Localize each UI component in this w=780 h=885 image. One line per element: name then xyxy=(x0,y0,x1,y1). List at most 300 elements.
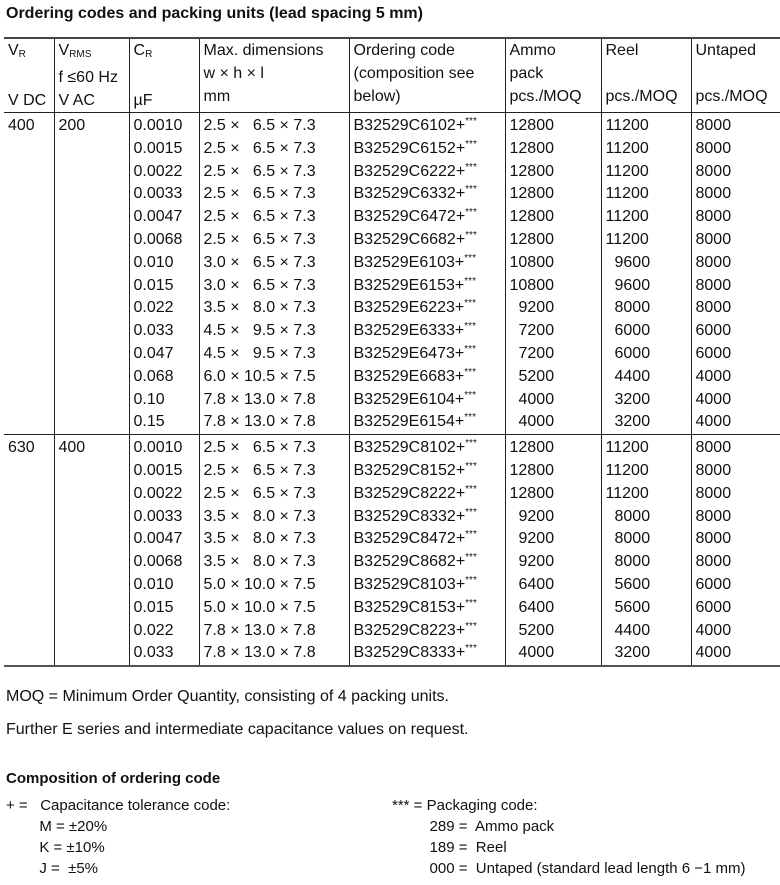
cell-cr: 0.0047 xyxy=(129,528,199,551)
header-sub: R xyxy=(145,49,153,60)
header-text: V xyxy=(8,42,19,59)
cell-ammo: 9200 xyxy=(505,506,601,529)
cell-ammo: 5200 xyxy=(505,366,601,389)
packaging-suffix: *** xyxy=(465,620,477,632)
header-text: Ammo xyxy=(509,42,556,59)
cell-ordering-code xyxy=(349,460,505,483)
packaging-suffix: *** xyxy=(464,275,476,287)
ordering-code: B32529C6682+ xyxy=(353,230,466,248)
header-text: below) xyxy=(353,88,401,105)
cell-dimensions: 2.5 × 6.5 × 7.3 xyxy=(199,435,349,460)
cell-ammo: 12800 xyxy=(505,161,601,184)
cell-untaped: 4000 xyxy=(691,411,780,434)
cell-reel: 11200 xyxy=(601,483,691,506)
cell-vrms xyxy=(54,411,129,434)
cell-vr xyxy=(4,366,54,389)
cell-untaped: 8000 xyxy=(691,275,780,298)
cell-untaped: 8000 xyxy=(691,161,780,184)
cell-dimensions: 4.5 × 9.5 × 7.3 xyxy=(199,320,349,343)
cell-untaped: 6000 xyxy=(691,320,780,343)
cell-ordering-code xyxy=(349,206,505,229)
cell-untaped: 6000 xyxy=(691,343,780,366)
cell-vr xyxy=(4,343,54,366)
packaging-suffix: *** xyxy=(465,460,477,472)
cell-dimensions: 3.0 × 6.5 × 7.3 xyxy=(199,275,349,298)
cell-reel: 11200 xyxy=(601,206,691,229)
cell-ammo: 12800 xyxy=(505,113,601,138)
cell-untaped: 8000 xyxy=(691,252,780,275)
note-moq: MOQ = Minimum Order Quantity, consisting of 4 packing units. xyxy=(6,688,449,705)
cell-reel: 8000 xyxy=(601,297,691,320)
cell-vrms xyxy=(54,366,129,389)
composition-title: Composition of ordering code xyxy=(6,770,221,787)
packaging-codes xyxy=(392,795,746,879)
cell-ordering-code xyxy=(349,411,505,434)
cell-untaped: 8000 xyxy=(691,138,780,161)
cell-ammo: 6400 xyxy=(505,574,601,597)
cell-ammo: 4000 xyxy=(505,642,601,666)
cell-vr xyxy=(4,297,54,320)
table-row xyxy=(4,161,780,184)
cell-dimensions: 2.5 × 6.5 × 7.3 xyxy=(199,113,349,138)
ordering-code: B32529C8103+ xyxy=(353,575,466,593)
table-row xyxy=(4,597,780,620)
cell-vrms xyxy=(54,483,129,506)
header-sub: RMS xyxy=(69,49,92,60)
cell-untaped: 4000 xyxy=(691,620,780,643)
header-sub: R xyxy=(18,49,26,60)
cell-vr xyxy=(4,183,54,206)
cell-vr xyxy=(4,206,54,229)
packaging-suffix: *** xyxy=(464,343,476,355)
cell-vr xyxy=(4,275,54,298)
cell-ammo: 10800 xyxy=(505,275,601,298)
cell-ordering-code xyxy=(349,642,505,666)
cell-vrms xyxy=(54,183,129,206)
cell-reel: 3200 xyxy=(601,642,691,666)
ordering-code: B32529C6332+ xyxy=(353,185,466,203)
cell-reel: 8000 xyxy=(601,528,691,551)
ordering-code: B32529C6152+ xyxy=(353,139,466,157)
cell-ordering-code xyxy=(349,275,505,298)
cell-vrms xyxy=(54,297,129,320)
cell-cr: 0.047 xyxy=(129,343,199,366)
cell-cr: 0.068 xyxy=(129,366,199,389)
cell-reel: 5600 xyxy=(601,597,691,620)
cell-ammo: 12800 xyxy=(505,138,601,161)
table-row xyxy=(4,206,780,229)
cell-reel: 6000 xyxy=(601,320,691,343)
cell-cr: 0.033 xyxy=(129,642,199,666)
cell-reel: 6000 xyxy=(601,343,691,366)
cell-vr xyxy=(4,460,54,483)
cell-vr: 630 xyxy=(8,439,35,457)
cell-untaped: 8000 xyxy=(691,113,780,138)
packaging-suffix: *** xyxy=(465,643,477,655)
cell-ordering-code xyxy=(349,551,505,574)
cell-reel: 4400 xyxy=(601,620,691,643)
cell-vrms xyxy=(54,528,129,551)
cell-ammo: 9200 xyxy=(505,528,601,551)
cell-vr xyxy=(4,574,54,597)
cell-dimensions: 2.5 × 6.5 × 7.3 xyxy=(199,161,349,184)
packaging-suffix: *** xyxy=(464,321,476,333)
cell-dimensions: 4.5 × 9.5 × 7.3 xyxy=(199,343,349,366)
cell-vrms xyxy=(54,206,129,229)
cell-cr: 0.0022 xyxy=(129,161,199,184)
cell-dimensions: 2.5 × 6.5 × 7.3 xyxy=(199,460,349,483)
cell-cr: 0.15 xyxy=(129,411,199,434)
cell-ordering-code xyxy=(349,528,505,551)
cell-vr xyxy=(4,597,54,620)
packaging-suffix: *** xyxy=(465,438,477,450)
header-vr xyxy=(4,38,54,113)
cell-untaped: 6000 xyxy=(691,597,780,620)
header-unit: pcs./MOQ xyxy=(695,88,768,105)
cell-dimensions: 7.8 × 13.0 × 7.8 xyxy=(199,389,349,412)
cell-vr xyxy=(4,138,54,161)
cell-ammo: 12800 xyxy=(505,435,601,460)
packaging-suffix: *** xyxy=(465,574,477,586)
cell-reel: 9600 xyxy=(601,252,691,275)
header-text: pack xyxy=(509,65,544,82)
packaging-suffix: *** xyxy=(464,366,476,378)
cell-untaped: 4000 xyxy=(691,642,780,666)
cell-untaped: 8000 xyxy=(691,528,780,551)
cell-cr: 0.0015 xyxy=(129,138,199,161)
packaging-item: 189 = Reel xyxy=(392,839,507,856)
header-unit: µF xyxy=(133,92,153,109)
cell-ammo: 7200 xyxy=(505,343,601,366)
ordering-code: B32529C8223+ xyxy=(353,621,466,639)
header-text: f ≤60 Hz xyxy=(58,69,118,86)
ordering-code: B32529E6223+ xyxy=(353,299,465,317)
cell-vr xyxy=(4,483,54,506)
cell-vr xyxy=(4,320,54,343)
ordering-code: B32529E6153+ xyxy=(353,276,465,294)
cell-vr xyxy=(4,411,54,434)
cell-ammo: 12800 xyxy=(505,483,601,506)
cell-vrms xyxy=(54,252,129,275)
packaging-suffix: *** xyxy=(465,552,477,564)
cell-ordering-code xyxy=(349,597,505,620)
packaging-suffix: *** xyxy=(465,483,477,495)
cell-vrms xyxy=(54,597,129,620)
table-row xyxy=(4,138,780,161)
cell-untaped: 8000 xyxy=(691,551,780,574)
packaging-suffix: *** xyxy=(465,506,477,518)
cell-ammo: 12800 xyxy=(505,183,601,206)
header-text: C xyxy=(133,42,146,59)
ordering-code: B32529C8472+ xyxy=(353,530,466,548)
ordering-code: B32529C8102+ xyxy=(353,439,466,457)
header-text: Ordering code xyxy=(353,42,455,59)
cell-vr xyxy=(4,506,54,529)
ordering-code: B32529E6683+ xyxy=(353,367,465,385)
cell-cr: 0.10 xyxy=(129,389,199,412)
cell-ordering-code xyxy=(349,183,505,206)
table-row xyxy=(4,642,780,666)
cell-cr: 0.022 xyxy=(129,620,199,643)
cell-cr: 0.0010 xyxy=(129,113,199,138)
cell-vr xyxy=(4,389,54,412)
cell-cr: 0.015 xyxy=(129,275,199,298)
header-dimensions xyxy=(199,38,349,113)
table-row xyxy=(4,435,780,460)
cell-dimensions: 6.0 × 10.5 × 7.5 xyxy=(199,366,349,389)
packaging-suffix: *** xyxy=(465,207,477,219)
packaging-suffix: *** xyxy=(465,116,477,127)
table-row xyxy=(4,297,780,320)
cell-dimensions: 2.5 × 6.5 × 7.3 xyxy=(199,206,349,229)
cell-cr: 0.0033 xyxy=(129,506,199,529)
packaging-suffix: *** xyxy=(464,389,476,401)
cell-dimensions: 5.0 × 10.0 × 7.5 xyxy=(199,574,349,597)
cell-vr xyxy=(4,528,54,551)
cell-ordering-code xyxy=(349,389,505,412)
tolerance-item: M = ±20% xyxy=(6,818,108,835)
cell-ordering-code xyxy=(349,483,505,506)
header-vrms xyxy=(54,38,129,113)
table-row xyxy=(4,620,780,643)
cell-ordering-code xyxy=(349,138,505,161)
cell-cr: 0.0047 xyxy=(129,206,199,229)
cell-untaped: 8000 xyxy=(691,229,780,252)
cell-ammo: 9200 xyxy=(505,297,601,320)
cell-vrms xyxy=(54,642,129,666)
cell-untaped: 8000 xyxy=(691,297,780,320)
cell-vrms xyxy=(54,620,129,643)
table-header xyxy=(4,38,780,113)
cell-dimensions: 2.5 × 6.5 × 7.3 xyxy=(199,138,349,161)
cell-reel: 11200 xyxy=(601,460,691,483)
cell-ordering-code xyxy=(349,229,505,252)
packaging-suffix: *** xyxy=(465,597,477,609)
cell-cr: 0.0022 xyxy=(129,483,199,506)
ordering-code: B32529C8152+ xyxy=(353,461,466,479)
header-unit: pcs./MOQ xyxy=(605,88,678,105)
header-text: Reel xyxy=(605,42,639,59)
cell-cr: 0.033 xyxy=(129,320,199,343)
packaging-suffix: *** xyxy=(465,529,477,541)
packaging-suffix: *** xyxy=(464,252,476,264)
cell-ordering-code xyxy=(349,620,505,643)
cell-ordering-code xyxy=(349,506,505,529)
cell-ammo: 12800 xyxy=(505,229,601,252)
cell-reel: 11200 xyxy=(601,229,691,252)
table-row xyxy=(4,343,780,366)
cell-vrms xyxy=(54,275,129,298)
ordering-code: B32529C8682+ xyxy=(353,553,466,571)
table-row xyxy=(4,113,780,138)
header-text: Max. dimensions xyxy=(203,42,324,59)
cell-reel: 8000 xyxy=(601,506,691,529)
cell-vrms xyxy=(54,138,129,161)
tolerance-item: K = ±10% xyxy=(6,839,105,856)
cell-vr xyxy=(4,551,54,574)
cell-ammo: 7200 xyxy=(505,320,601,343)
table-row xyxy=(4,506,780,529)
cell-reel: 11200 xyxy=(601,183,691,206)
cell-untaped: 4000 xyxy=(691,389,780,412)
cell-reel: 11200 xyxy=(601,161,691,184)
ordering-code: B32529C8222+ xyxy=(353,484,466,502)
cell-vrms xyxy=(54,389,129,412)
header-text: Untaped xyxy=(695,42,756,59)
cell-dimensions: 3.0 × 6.5 × 7.3 xyxy=(199,252,349,275)
cell-vr xyxy=(4,620,54,643)
page-title: Ordering codes and packing units (lead spacing 5 mm) xyxy=(6,5,423,22)
cell-vrms xyxy=(54,574,129,597)
cell-ordering-code xyxy=(349,435,505,460)
cell-reel: 11200 xyxy=(601,138,691,161)
cell-reel: 11200 xyxy=(601,113,691,138)
cell-ordering-code xyxy=(349,366,505,389)
packaging-suffix: *** xyxy=(465,184,477,196)
cell-dimensions: 2.5 × 6.5 × 7.3 xyxy=(199,229,349,252)
cell-cr: 0.0015 xyxy=(129,460,199,483)
header-ammo xyxy=(505,38,601,113)
cell-untaped: 8000 xyxy=(691,483,780,506)
packaging-suffix: *** xyxy=(465,229,477,241)
cell-vrms xyxy=(54,229,129,252)
header-text: w × h × l xyxy=(203,65,264,82)
table-row xyxy=(4,551,780,574)
cell-ordering-code xyxy=(349,297,505,320)
table-row xyxy=(4,411,780,434)
cell-dimensions: 3.5 × 8.0 × 7.3 xyxy=(199,297,349,320)
table-row xyxy=(4,389,780,412)
packaging-suffix: *** xyxy=(464,412,476,424)
cell-vrms xyxy=(54,551,129,574)
cell-ammo: 12800 xyxy=(505,206,601,229)
cell-cr: 0.015 xyxy=(129,597,199,620)
voltage-group xyxy=(4,113,780,435)
cell-vrms xyxy=(54,320,129,343)
cell-cr: 0.010 xyxy=(129,574,199,597)
cell-ammo: 6400 xyxy=(505,597,601,620)
table-row xyxy=(4,460,780,483)
cell-ammo: 12800 xyxy=(505,460,601,483)
ordering-code: B32529C6102+ xyxy=(353,117,466,134)
cell-vrms xyxy=(54,343,129,366)
header-unit: V AC xyxy=(58,92,95,109)
cell-ammo: 4000 xyxy=(505,411,601,434)
note-further: Further E series and intermediate capacitance values on request. xyxy=(6,721,469,738)
notes xyxy=(6,680,468,746)
cell-cr: 0.0010 xyxy=(129,435,199,460)
packaging-suffix: *** xyxy=(465,138,477,150)
cell-ammo: 5200 xyxy=(505,620,601,643)
cell-ammo: 4000 xyxy=(505,389,601,412)
cell-dimensions: 7.8 × 13.0 × 7.8 xyxy=(199,411,349,434)
ordering-codes-table xyxy=(4,37,780,667)
cell-vrms xyxy=(54,460,129,483)
cell-vr: 400 xyxy=(8,117,35,134)
header-reel xyxy=(601,38,691,113)
cell-vr xyxy=(4,161,54,184)
ordering-code: B32529C8153+ xyxy=(353,598,466,616)
cell-cr: 0.0068 xyxy=(129,229,199,252)
ordering-code: B32529C6472+ xyxy=(353,208,466,226)
voltage-group xyxy=(4,435,780,666)
cell-untaped: 8000 xyxy=(691,506,780,529)
cell-untaped: 8000 xyxy=(691,435,780,460)
cell-vrms: 400 xyxy=(54,435,129,460)
cell-untaped: 8000 xyxy=(691,206,780,229)
cell-vr xyxy=(4,642,54,666)
cell-ammo: 10800 xyxy=(505,252,601,275)
cell-cr: 0.010 xyxy=(129,252,199,275)
ordering-code: B32529C8333+ xyxy=(353,644,466,662)
ordering-code: B32529E6154+ xyxy=(353,413,465,431)
cell-untaped: 8000 xyxy=(691,460,780,483)
packaging-suffix: *** xyxy=(464,298,476,310)
cell-ordering-code xyxy=(349,252,505,275)
table-row xyxy=(4,528,780,551)
cell-untaped: 6000 xyxy=(691,574,780,597)
cell-vrms xyxy=(54,161,129,184)
packaging-item: 000 = Untaped (standard lead length 6 −1 mm) xyxy=(392,860,746,877)
ordering-code: B32529E6104+ xyxy=(353,390,465,408)
cell-cr: 0.0033 xyxy=(129,183,199,206)
cell-ordering-code xyxy=(349,343,505,366)
tolerance-header: + = Capacitance tolerance code: xyxy=(6,797,231,814)
cell-untaped: 4000 xyxy=(691,366,780,389)
cell-reel: 8000 xyxy=(601,551,691,574)
table-row xyxy=(4,366,780,389)
cell-reel: 4400 xyxy=(601,366,691,389)
cell-cr: 0.022 xyxy=(129,297,199,320)
header-text: V xyxy=(58,42,70,59)
cell-dimensions: 7.8 × 13.0 × 7.8 xyxy=(199,620,349,643)
cell-vrms: 200 xyxy=(54,113,129,138)
table-row xyxy=(4,252,780,275)
header-ordering-code xyxy=(349,38,505,113)
ordering-code: B32529E6103+ xyxy=(353,253,465,271)
cell-reel: 9600 xyxy=(601,275,691,298)
packaging-header: *** = Packaging code: xyxy=(392,797,538,814)
ordering-code: B32529E6333+ xyxy=(353,322,465,340)
cell-dimensions: 2.5 × 6.5 × 7.3 xyxy=(199,183,349,206)
cell-vrms xyxy=(54,506,129,529)
cell-dimensions: 3.5 × 8.0 × 7.3 xyxy=(199,506,349,529)
ordering-code: B32529E6473+ xyxy=(353,344,465,362)
cell-dimensions: 3.5 × 8.0 × 7.3 xyxy=(199,551,349,574)
cell-vr xyxy=(4,229,54,252)
header-untaped xyxy=(691,38,780,113)
tolerance-item: J = ±5% xyxy=(6,860,99,877)
cell-reel: 11200 xyxy=(601,435,691,460)
cell-dimensions: 5.0 × 10.0 × 7.5 xyxy=(199,597,349,620)
table-row xyxy=(4,320,780,343)
ordering-code: B32529C8332+ xyxy=(353,507,466,525)
cell-dimensions: 2.5 × 6.5 × 7.3 xyxy=(199,483,349,506)
cell-untaped: 8000 xyxy=(691,183,780,206)
cell-vr xyxy=(4,252,54,275)
packaging-suffix: *** xyxy=(465,161,477,173)
packaging-item: 289 = Ammo pack xyxy=(392,818,555,835)
cell-reel: 3200 xyxy=(601,389,691,412)
header-unit: V DC xyxy=(8,92,47,109)
cell-ordering-code xyxy=(349,320,505,343)
table-row xyxy=(4,183,780,206)
cell-cr: 0.0068 xyxy=(129,551,199,574)
table-row xyxy=(4,229,780,252)
table-row xyxy=(4,483,780,506)
cell-ordering-code xyxy=(349,574,505,597)
ordering-code: B32529C6222+ xyxy=(353,162,466,180)
